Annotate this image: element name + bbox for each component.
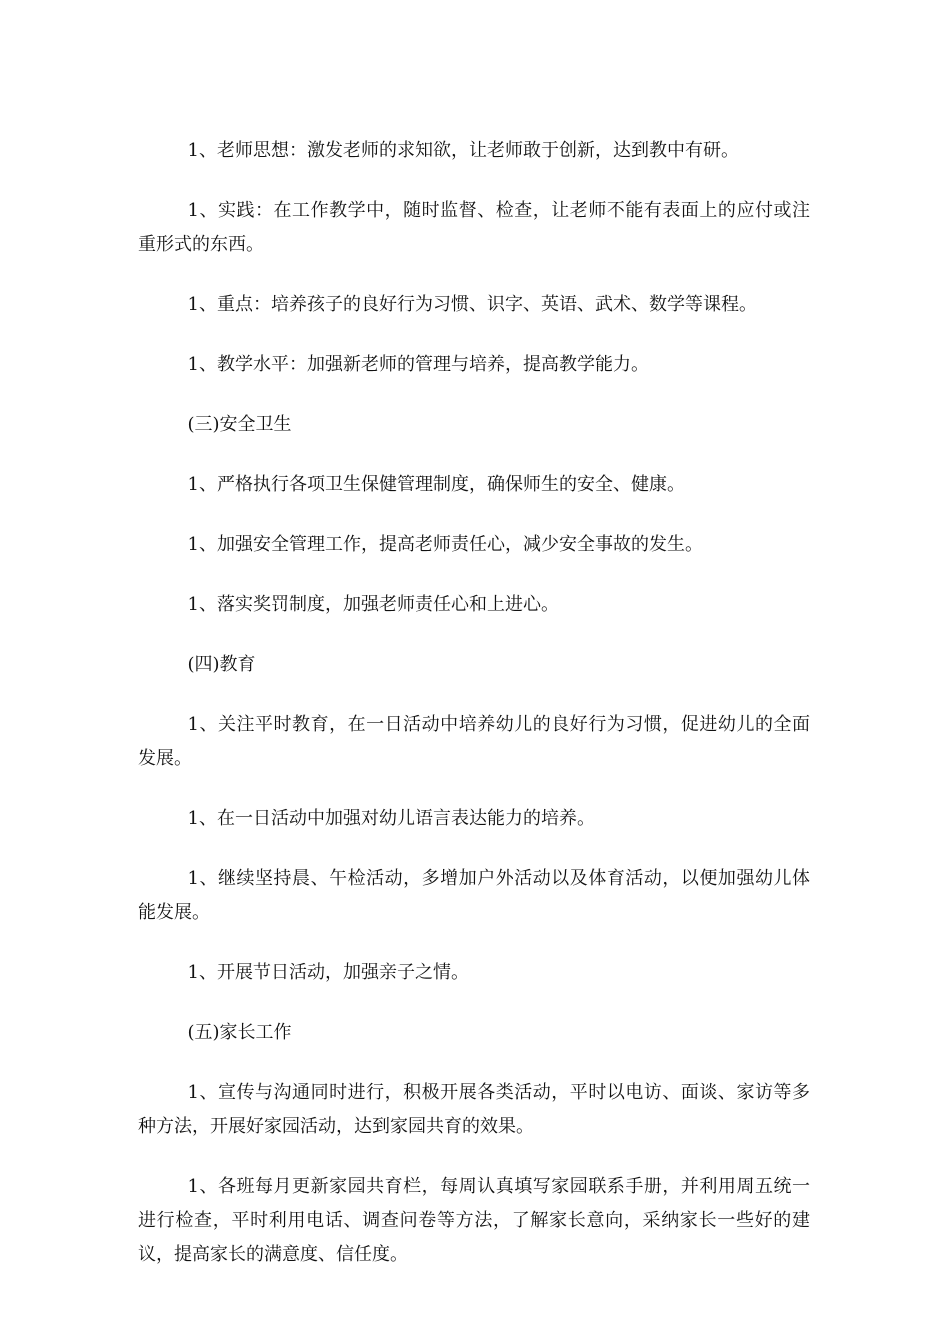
paragraph-focus: 1、重点：培养孩子的良好行为习惯、识字、英语、武术、数学等课程。 xyxy=(187,294,757,315)
paragraph-health-rules: 1、严格执行各项卫生保健管理制度，确保师生的安全、健康。 xyxy=(187,474,685,495)
paragraph-teaching-level: 1、教学水平：加强新老师的管理与培养，提高教学能力。 xyxy=(187,354,649,375)
paragraph-language-ability: 1、在一日活动中加强对幼儿语言表达能力的培养。 xyxy=(187,808,595,829)
paragraph-teacher-thinking: 1、老师思想：激发老师的求知欲，让老师敢于创新，达到教中有研。 xyxy=(187,140,739,161)
paragraph-communication: 1、宣传与沟通同时进行，积极开展各类活动，平时以电访、面谈、家访等多种方法，开展好家园活动，达到家园共育的效果。 xyxy=(138,1082,810,1137)
paragraph-festival-activities: 1、开展节日活动，加强亲子之情。 xyxy=(187,962,469,983)
paragraph-practice: 1、实践：在工作教学中，随时监督、检查，让老师不能有表面上的应付或注重形式的东西。 xyxy=(138,200,810,255)
paragraph-daily-education: 1、关注平时教育，在一日活动中培养幼儿的良好行为习惯，促进幼儿的全面发展。 xyxy=(138,714,810,769)
paragraph-safety-management: 1、加强安全管理工作，提高老师责任心，减少安全事故的发生。 xyxy=(187,534,703,555)
section-heading-safety-hygiene: (三)安全卫生 xyxy=(187,414,292,435)
section-heading-parent-work: (五)家长工作 xyxy=(187,1022,292,1043)
paragraph-home-school-board: 1、各班每月更新家园共育栏，每周认真填写家园联系手册，并利用周五统一进行检查，平时利用电话、调查问卷等方法，了解家长意向，采纳家长一些好的建议，提高家长的满意度、信任度。 xyxy=(138,1176,810,1265)
paragraph-health-checks: 1、继续坚持晨、午检活动，多增加户外活动以及体育活动，以便加强幼儿体能发展。 xyxy=(138,868,810,923)
section-heading-education: (四)教育 xyxy=(187,654,256,675)
document-body xyxy=(138,134,810,1298)
paragraph-reward-penalty: 1、落实奖罚制度，加强老师责任心和上进心。 xyxy=(187,594,559,615)
